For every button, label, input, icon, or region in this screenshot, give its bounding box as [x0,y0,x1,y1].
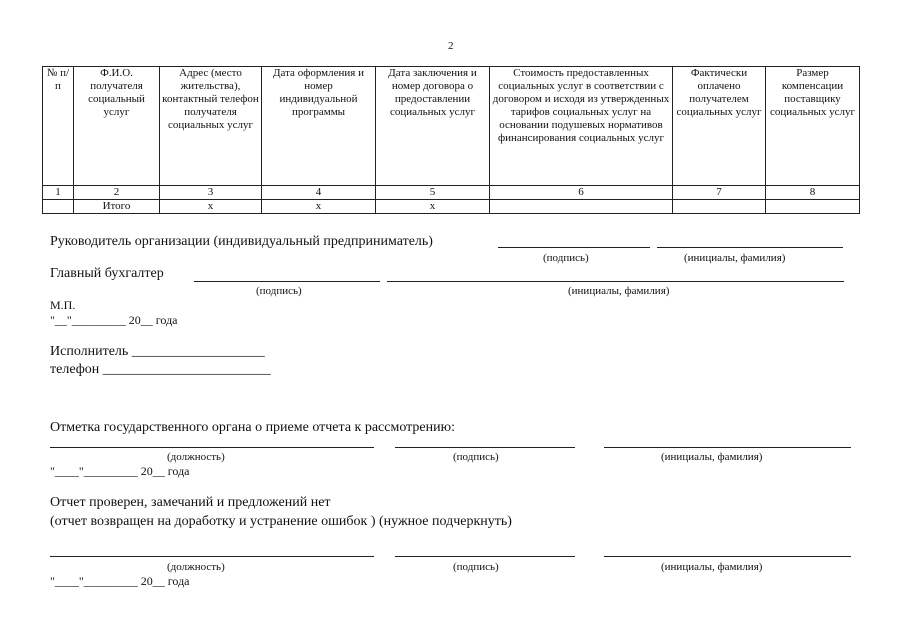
position-caption: (должность) [167,561,225,573]
gov-signature-line [395,447,575,448]
column-number: 4 [262,186,376,200]
report-returned-text: (отчет возвращен на доработку и устранение ошибок ) (нужное подчеркнуть) [50,514,512,529]
signature-caption: (подпись) [256,285,302,297]
header-cell: Адрес (место жительства), контактный телефон получателя социальных услуг [160,67,262,186]
stamp-label: М.П. [50,298,76,312]
accountant-initials-line [387,281,844,282]
total-cell: Итого [74,200,160,214]
column-number-row [43,186,860,200]
total-cell [490,200,673,214]
total-cell: x [376,200,490,214]
header-cell: № п/п [43,67,74,186]
header-cell: Дата оформления и номер индивидуальной программы [262,67,376,186]
signature-caption: (подпись) [543,252,589,264]
date-line: "__"_________ 20__ года [50,313,178,327]
executor-label: Исполнитель ___________________ [50,344,265,359]
header-cell: Дата заключения и номер договора о предоставлении социальных услуг [376,67,490,186]
report-checked-text: Отчет проверен, замечаний и предложений нет [50,495,331,510]
checked-signature-line [395,556,575,557]
column-number: 5 [376,186,490,200]
gov-initials-line [604,447,851,448]
table-header-row [43,67,860,186]
chief-accountant-label: Главный бухгалтер [50,266,164,281]
header-cell: Фактически оплачено получателем социальных услуг [673,67,766,186]
column-number: 7 [673,186,766,200]
report-table [42,66,860,214]
checked-position-line [50,556,374,557]
total-cell [43,200,74,214]
header-cell: Ф.И.О. получателя социальный услуг [74,67,160,186]
total-cell [766,200,860,214]
column-number: 3 [160,186,262,200]
initials-caption: (инициалы, фамилия) [684,252,786,264]
checked-initials-line [604,556,851,557]
column-number: 2 [74,186,160,200]
page-number: 2 [448,40,454,52]
position-caption: (должность) [167,451,225,463]
total-cell: x [160,200,262,214]
column-number: 8 [766,186,860,200]
head-signature-line [498,247,650,248]
date-line: "____"_________ 20__ года [50,464,190,478]
column-number: 1 [43,186,74,200]
gov-mark-label: Отметка государственного органа о приеме отчета к рассмотрению: [50,420,455,435]
phone-label: телефон ________________________ [50,362,271,377]
total-cell [673,200,766,214]
accountant-signature-line [194,281,380,282]
initials-caption: (инициалы, фамилия) [661,561,763,573]
head-of-organization-label: Руководитель организации (индивидуальный предприниматель) [50,234,433,249]
header-cell: Размер компенсации поставщику социальных услуг [766,67,860,186]
header-cell: Стоимость предоставленных социальных услуг в соответствии с договором и исходя из утвержденных тарифов социальных услуг на основании подушевых нормативов финансирования социальных услуг [490,67,673,186]
column-number: 6 [490,186,673,200]
total-row [43,200,860,214]
initials-caption: (инициалы, фамилия) [661,451,763,463]
gov-position-line [50,447,374,448]
initials-caption: (инициалы, фамилия) [568,285,670,297]
date-line: "____"_________ 20__ года [50,574,190,588]
signature-caption: (подпись) [453,451,499,463]
total-cell: x [262,200,376,214]
head-initials-line [657,247,843,248]
signature-caption: (подпись) [453,561,499,573]
